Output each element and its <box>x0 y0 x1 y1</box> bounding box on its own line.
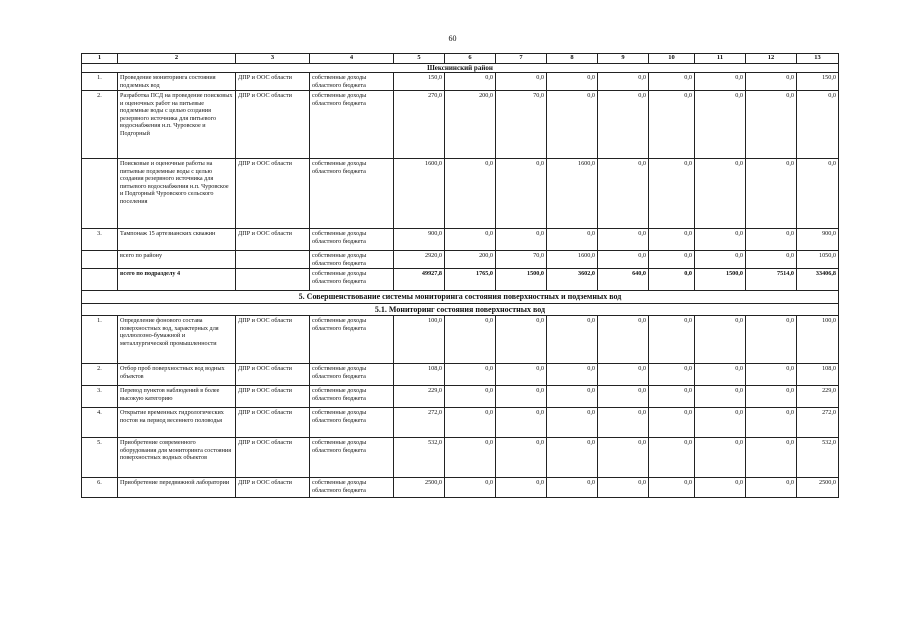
value-cell: 0,0 <box>695 91 746 159</box>
row-executor: ДПР и ООС области <box>236 438 310 478</box>
value-cell: 640,0 <box>598 269 649 291</box>
row-source: собственные доходы областного бюджета <box>310 408 394 438</box>
value-cell: 0,0 <box>695 438 746 478</box>
value-cell: 0,0 <box>695 159 746 229</box>
row-text: всего по подразделу 4 <box>118 269 236 291</box>
value-cell: 100,0 <box>797 316 839 364</box>
value-cell: 229,0 <box>797 386 839 408</box>
header-cell: 2 <box>118 54 236 64</box>
row-source: собственные доходы областного бюджета <box>310 229 394 251</box>
value-cell: 0,0 <box>797 91 839 159</box>
value-cell: 1500,0 <box>695 269 746 291</box>
header-cell: 9 <box>598 54 649 64</box>
value-cell: 229,0 <box>394 386 445 408</box>
value-cell: 0,0 <box>649 269 695 291</box>
value-cell: 272,0 <box>394 408 445 438</box>
value-cell: 0,0 <box>649 159 695 229</box>
value-cell: 0,0 <box>598 159 649 229</box>
value-cell: 0,0 <box>746 316 797 364</box>
header-cell: 5 <box>394 54 445 64</box>
value-cell: 0,0 <box>547 438 598 478</box>
district-title-row <box>82 64 839 73</box>
value-cell: 0,0 <box>445 73 496 91</box>
budget-table <box>81 53 839 498</box>
value-cell: 0,0 <box>496 438 547 478</box>
row-text: Отбор проб поверхностных вод водных объектов <box>118 364 236 386</box>
row-executor: ДПР и ООС области <box>236 364 310 386</box>
value-cell: 0,0 <box>649 91 695 159</box>
value-cell: 0,0 <box>445 408 496 438</box>
value-cell: 0,0 <box>649 229 695 251</box>
row-executor: ДПР и ООС области <box>236 159 310 229</box>
row-text: всего по району <box>118 251 236 269</box>
value-cell: 0,0 <box>598 408 649 438</box>
header-cell: 1 <box>82 54 118 64</box>
value-cell: 900,0 <box>797 229 839 251</box>
value-cell: 1765,0 <box>445 269 496 291</box>
row-source: собственные доходы областного бюджета <box>310 438 394 478</box>
value-cell: 0,0 <box>598 386 649 408</box>
value-cell: 0,0 <box>649 408 695 438</box>
value-cell: 0,0 <box>695 478 746 498</box>
header-cell: 12 <box>746 54 797 64</box>
value-cell: 532,0 <box>797 438 839 478</box>
value-cell: 1600,0 <box>547 251 598 269</box>
row-text: Открытие временных гидрологических постов на период весеннего половодья <box>118 408 236 438</box>
value-cell: 0,0 <box>445 159 496 229</box>
row-text: Тампонаж 15 артезианских скважин <box>118 229 236 251</box>
value-cell: 0,0 <box>445 478 496 498</box>
value-cell: 0,0 <box>695 73 746 91</box>
value-cell: 0,0 <box>746 408 797 438</box>
table-row <box>82 91 839 159</box>
value-cell: 900,0 <box>394 229 445 251</box>
value-cell: 0,0 <box>547 316 598 364</box>
value-cell: 108,0 <box>394 364 445 386</box>
value-cell: 0,0 <box>598 478 649 498</box>
value-cell: 0,0 <box>496 408 547 438</box>
value-cell: 2500,0 <box>797 478 839 498</box>
value-cell: 0,0 <box>649 438 695 478</box>
row-text: Приобретение современного оборудования для мониторинга состояния поверхностных водных объектов <box>118 438 236 478</box>
value-cell: 0,0 <box>547 408 598 438</box>
row-number: 5. <box>82 438 118 478</box>
value-cell: 0,0 <box>746 364 797 386</box>
value-cell: 200,0 <box>445 91 496 159</box>
value-cell: 0,0 <box>695 316 746 364</box>
subsection-title-row <box>82 303 839 316</box>
row-number: 3. <box>82 386 118 408</box>
header-cell: 3 <box>236 54 310 64</box>
value-cell: 0,0 <box>547 91 598 159</box>
row-text: Проведение мониторинга состояния подземных вод <box>118 73 236 91</box>
value-cell: 0,0 <box>547 478 598 498</box>
section-5-1-title: 5.1. Мониторинг состояния поверхностных вод <box>82 303 839 316</box>
header-cell: 7 <box>496 54 547 64</box>
header-cell: 13 <box>797 54 839 64</box>
row-executor: ДПР и ООС области <box>236 73 310 91</box>
value-cell: 0,0 <box>547 229 598 251</box>
row-number: 3. <box>82 229 118 251</box>
value-cell: 1600,0 <box>394 159 445 229</box>
row-source: собственные доходы областного бюджета <box>310 316 394 364</box>
value-cell: 0,0 <box>598 229 649 251</box>
value-cell: 0,0 <box>746 438 797 478</box>
row-source: собственные доходы областного бюджета <box>310 159 394 229</box>
value-cell: 0,0 <box>649 316 695 364</box>
row-text: Поисковые и оценочные работы на питьевые подземные воды с целью создания резервного источника для питьевого водоснабжения н.п. Чуровское и Подгорный Чуровского сельского поселения <box>118 159 236 229</box>
table-row <box>82 408 839 438</box>
value-cell: 70,0 <box>496 91 547 159</box>
value-cell: 1500,0 <box>496 269 547 291</box>
row-executor: ДПР и ООС области <box>236 386 310 408</box>
value-cell: 0,0 <box>695 408 746 438</box>
value-cell: 0,0 <box>746 251 797 269</box>
district-total-row <box>82 251 839 269</box>
value-cell: 150,0 <box>394 73 445 91</box>
row-text: Определение фонового состава поверхностных вод, характерных для целлюлозно-бумажной и металлургической промышленности <box>118 316 236 364</box>
value-cell: 100,0 <box>394 316 445 364</box>
value-cell: 0,0 <box>496 316 547 364</box>
value-cell: 2920,0 <box>394 251 445 269</box>
value-cell: 108,0 <box>797 364 839 386</box>
value-cell: 272,0 <box>797 408 839 438</box>
subsection-total-row <box>82 269 839 291</box>
row-text: Разработка ПСД на проведение поисковых и оценочных работ на питьевые подземные воды с целью создания резервного источника для питьевого водоснабжения н.п. Чуровское и Подгорный <box>118 91 236 159</box>
value-cell: 0,0 <box>445 364 496 386</box>
row-number <box>82 251 118 269</box>
value-cell: 0,0 <box>797 159 839 229</box>
value-cell: 7514,0 <box>746 269 797 291</box>
value-cell: 0,0 <box>746 91 797 159</box>
row-executor: ДПР и ООС области <box>236 229 310 251</box>
section-5-title: 5. Совершенствование системы мониторинга состояния поверхностных и подземных вод <box>82 291 839 304</box>
row-source: собственные доходы областного бюджета <box>310 251 394 269</box>
header-cell: 6 <box>445 54 496 64</box>
row-number: 1. <box>82 73 118 91</box>
value-cell: 3602,0 <box>547 269 598 291</box>
value-cell: 0,0 <box>746 159 797 229</box>
value-cell: 0,0 <box>649 386 695 408</box>
value-cell: 0,0 <box>445 316 496 364</box>
value-cell: 0,0 <box>746 478 797 498</box>
table-row <box>82 159 839 229</box>
value-cell: 0,0 <box>496 478 547 498</box>
value-cell: 1600,0 <box>547 159 598 229</box>
row-number: 6. <box>82 478 118 498</box>
value-cell: 0,0 <box>649 364 695 386</box>
header-cell: 11 <box>695 54 746 64</box>
row-number <box>82 269 118 291</box>
value-cell: 0,0 <box>695 386 746 408</box>
value-cell: 532,0 <box>394 438 445 478</box>
page-number: 60 <box>448 34 457 43</box>
row-source: собственные доходы областного бюджета <box>310 364 394 386</box>
value-cell: 0,0 <box>496 364 547 386</box>
value-cell: 0,0 <box>445 386 496 408</box>
value-cell: 200,0 <box>445 251 496 269</box>
row-source: собственные доходы областного бюджета <box>310 91 394 159</box>
table-row <box>82 386 839 408</box>
value-cell: 0,0 <box>547 364 598 386</box>
value-cell: 0,0 <box>445 229 496 251</box>
value-cell: 49927,8 <box>394 269 445 291</box>
value-cell: 0,0 <box>746 229 797 251</box>
value-cell: 0,0 <box>496 229 547 251</box>
value-cell: 70,0 <box>496 251 547 269</box>
value-cell: 0,0 <box>649 73 695 91</box>
value-cell: 0,0 <box>695 229 746 251</box>
row-executor: ДПР и ООС области <box>236 316 310 364</box>
row-source: собственные доходы областного бюджета <box>310 73 394 91</box>
value-cell: 0,0 <box>496 159 547 229</box>
row-executor: ДПР и ООС области <box>236 91 310 159</box>
row-number: 4. <box>82 408 118 438</box>
row-executor: ДПР и ООС области <box>236 408 310 438</box>
row-number: 2. <box>82 364 118 386</box>
row-text: Приобретение передвижной лаборатории <box>118 478 236 498</box>
value-cell: 0,0 <box>445 438 496 478</box>
row-number <box>82 159 118 229</box>
row-executor <box>236 251 310 269</box>
row-executor <box>236 269 310 291</box>
value-cell: 0,0 <box>695 251 746 269</box>
row-source: собственные доходы областного бюджета <box>310 386 394 408</box>
value-cell: 33406,8 <box>797 269 839 291</box>
table-body <box>82 54 839 498</box>
value-cell: 150,0 <box>797 73 839 91</box>
value-cell: 1050,0 <box>797 251 839 269</box>
value-cell: 0,0 <box>547 386 598 408</box>
table-row <box>82 478 839 498</box>
value-cell: 0,0 <box>598 91 649 159</box>
value-cell: 0,0 <box>496 73 547 91</box>
row-number: 1. <box>82 316 118 364</box>
table-row <box>82 364 839 386</box>
header-row <box>82 54 839 64</box>
row-executor: ДПР и ООС области <box>236 478 310 498</box>
table-row <box>82 229 839 251</box>
value-cell: 0,0 <box>496 386 547 408</box>
row-source: собственные доходы областного бюджета <box>310 269 394 291</box>
table-row <box>82 316 839 364</box>
value-cell: 0,0 <box>649 251 695 269</box>
row-text: Перевод пунктов наблюдений в более высокую категорию <box>118 386 236 408</box>
row-number: 2. <box>82 91 118 159</box>
row-source: собственные доходы областного бюджета <box>310 478 394 498</box>
header-cell: 8 <box>547 54 598 64</box>
header-cell: 10 <box>649 54 695 64</box>
table-row <box>82 438 839 478</box>
value-cell: 0,0 <box>695 364 746 386</box>
value-cell: 0,0 <box>746 73 797 91</box>
value-cell: 0,0 <box>746 386 797 408</box>
section-title-row <box>82 291 839 304</box>
district-title: Шекснинский район <box>82 64 839 73</box>
value-cell: 0,0 <box>547 73 598 91</box>
value-cell: 2500,0 <box>394 478 445 498</box>
value-cell: 0,0 <box>598 73 649 91</box>
value-cell: 0,0 <box>598 316 649 364</box>
value-cell: 270,0 <box>394 91 445 159</box>
table-row <box>82 73 839 91</box>
value-cell: 0,0 <box>649 478 695 498</box>
value-cell: 0,0 <box>598 364 649 386</box>
value-cell: 0,0 <box>598 438 649 478</box>
value-cell: 0,0 <box>598 251 649 269</box>
header-cell: 4 <box>310 54 394 64</box>
